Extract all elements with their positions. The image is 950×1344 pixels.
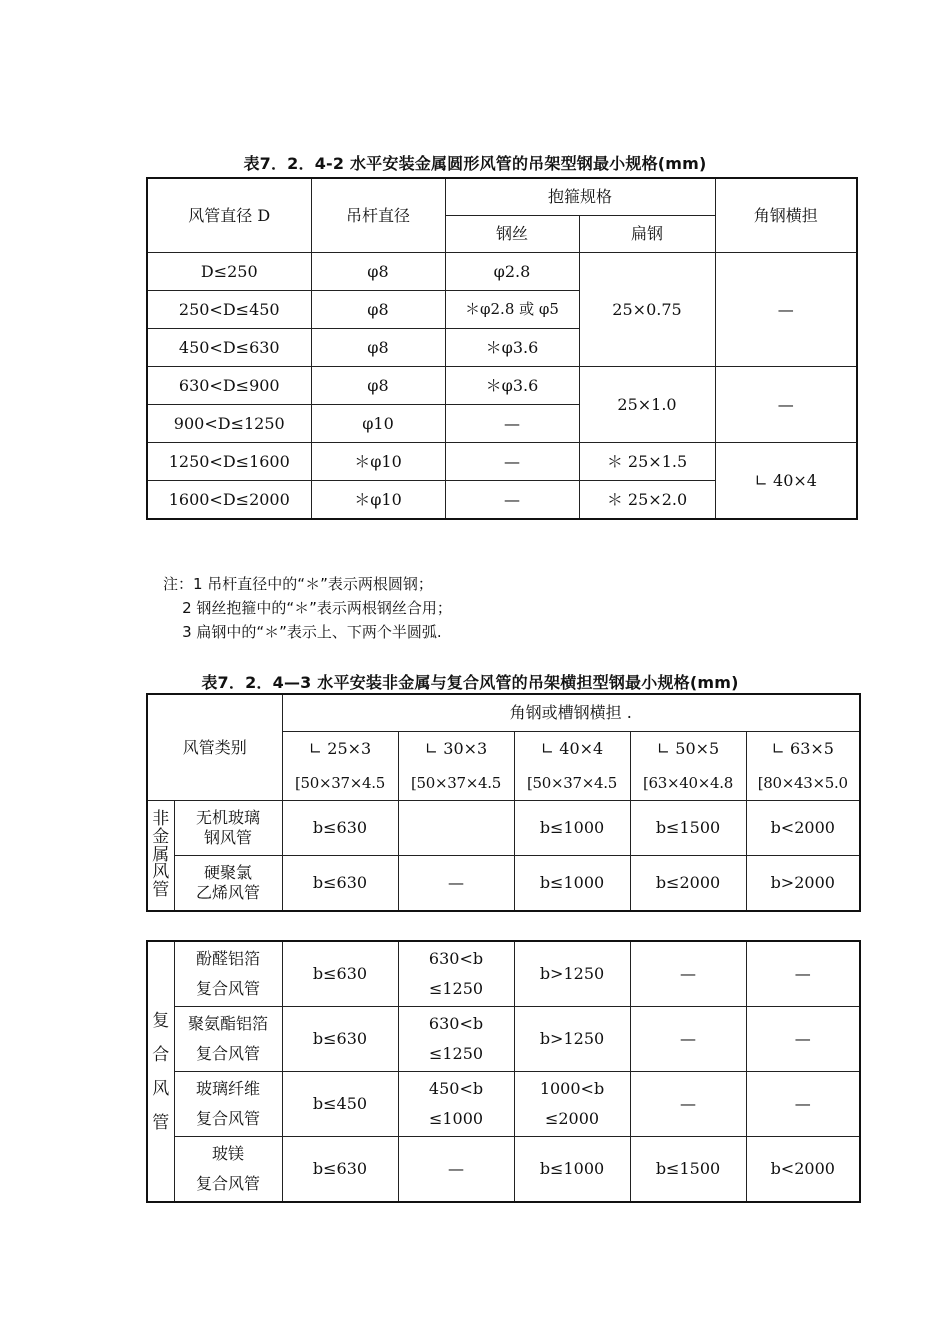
value-cell: — xyxy=(746,1072,860,1137)
value-cell: b≤1000 xyxy=(514,801,630,856)
wire-cell: — xyxy=(445,481,579,520)
value-cell: 630<b ≤1250 xyxy=(398,941,514,1007)
table2-title: 表7．2．4—3 水平安装非金属与复合风管的吊架横担型钢最小规格(mm) xyxy=(201,673,739,692)
header-hoop: 抱箍规格 xyxy=(445,178,715,216)
table-row xyxy=(147,1007,860,1072)
header-wire: 钢丝 xyxy=(445,216,579,253)
angle-cell: ∟ 40×4 xyxy=(715,443,857,520)
group-label-nonmetal: 非 金 属 风 管 xyxy=(147,801,174,912)
table-row xyxy=(147,1072,860,1137)
angle-size: ∟ 25×3 xyxy=(282,732,398,767)
table-row xyxy=(147,856,860,912)
value-cell: b≤630 xyxy=(282,856,398,912)
header-rod: 吊杆直径 xyxy=(311,178,445,253)
angle-size: ∟ 50×5 xyxy=(630,732,746,767)
duct-name: 玻璃纤维 复合风管 xyxy=(174,1072,282,1137)
value-cell: b≤1500 xyxy=(630,1137,746,1203)
angle-cell: — xyxy=(715,253,857,367)
duct-name: 玻镁 复合风管 xyxy=(174,1137,282,1203)
flat-cell: 25×0.75 xyxy=(579,253,715,367)
table-row xyxy=(147,1137,860,1203)
table-row xyxy=(147,253,857,291)
value-cell: b≤630 xyxy=(282,941,398,1007)
value-cell: b>1250 xyxy=(514,941,630,1007)
value-cell: — xyxy=(398,1137,514,1203)
value-cell: b≤2000 xyxy=(630,856,746,912)
diameter-cell: 630<D≤900 xyxy=(147,367,311,405)
wire-cell: ＊φ3.6 xyxy=(445,367,579,405)
header-beam: 角钢或槽钢横担 . xyxy=(282,694,860,732)
flat-cell: ＊ 25×1.5 xyxy=(579,443,715,481)
value-cell: b≤1000 xyxy=(514,1137,630,1203)
notes xyxy=(163,572,452,644)
angle-size: ∟ 40×4 xyxy=(514,732,630,767)
group-label-composite: 复 合 风 管 xyxy=(147,941,174,1202)
table1-title: 表7．2．4-2 水平安装金属圆形风管的吊架型钢最小规格(mm) xyxy=(243,154,707,173)
note-line: 注：1 吊杆直径中的“＊”表示两根圆钢； xyxy=(163,575,433,593)
value-cell: b<2000 xyxy=(746,1137,860,1203)
channel-size: [50×37×4.5 xyxy=(398,766,514,801)
note-line: 3 扁钢中的“＊”表示上、下两个半圆弧. xyxy=(163,623,442,641)
table3 xyxy=(146,940,861,1203)
rod-cell: φ8 xyxy=(311,367,445,405)
value-cell: — xyxy=(746,941,860,1007)
table-row xyxy=(147,367,857,405)
duct-name: 酚醛铝箔 复合风管 xyxy=(174,941,282,1007)
wire-cell: ＊φ2.8 或 φ5 xyxy=(445,291,579,329)
diameter-cell: 1600<D≤2000 xyxy=(147,481,311,520)
value-cell: b>2000 xyxy=(746,856,860,912)
channel-size: [50×37×4.5 xyxy=(282,766,398,801)
table2 xyxy=(146,693,861,912)
note-line: 2 钢丝抱箍中的“＊”表示两根钢丝合用； xyxy=(163,599,452,617)
wire-cell: ＊φ3.6 xyxy=(445,329,579,367)
rod-cell: φ8 xyxy=(311,329,445,367)
value-cell: 450<b ≤1000 xyxy=(398,1072,514,1137)
angle-size: ∟ 30×3 xyxy=(398,732,514,767)
header-diameter: 风管直径 D xyxy=(147,178,311,253)
value-cell: b≤630 xyxy=(282,801,398,856)
value-cell: b≤630 xyxy=(282,1137,398,1203)
value-cell: b<2000 xyxy=(746,801,860,856)
rod-cell: φ8 xyxy=(311,253,445,291)
table-row xyxy=(147,801,860,856)
channel-size: [50×37×4.5 xyxy=(514,766,630,801)
diameter-cell: 1250<D≤1600 xyxy=(147,443,311,481)
flat-cell: 25×1.0 xyxy=(579,367,715,443)
value-cell: — xyxy=(630,1007,746,1072)
table-row xyxy=(147,443,857,481)
value-cell: — xyxy=(746,1007,860,1072)
value-cell: b≤630 xyxy=(282,1007,398,1072)
value-cell: — xyxy=(630,941,746,1007)
diameter-cell: 450<D≤630 xyxy=(147,329,311,367)
rod-cell: φ10 xyxy=(311,405,445,443)
diameter-cell: 250<D≤450 xyxy=(147,291,311,329)
table1 xyxy=(146,177,858,520)
table-row xyxy=(147,941,860,1007)
wire-cell: — xyxy=(445,405,579,443)
duct-name: 无机玻璃 钢风管 xyxy=(174,801,282,856)
value-cell: b≤1000 xyxy=(514,856,630,912)
duct-name: 硬聚氯 乙烯风管 xyxy=(174,856,282,912)
value-cell: b≤1500 xyxy=(630,801,746,856)
wire-cell: — xyxy=(445,443,579,481)
value-cell: — xyxy=(630,1072,746,1137)
channel-size: [63×40×4.8 xyxy=(630,766,746,801)
value-cell: b≤450 xyxy=(282,1072,398,1137)
wire-cell: φ2.8 xyxy=(445,253,579,291)
diameter-cell: D≤250 xyxy=(147,253,311,291)
flat-cell: ＊ 25×2.0 xyxy=(579,481,715,520)
value-cell: 1000<b ≤2000 xyxy=(514,1072,630,1137)
header-angle: 角钢横担 xyxy=(715,178,857,253)
rod-cell: ＊φ10 xyxy=(311,443,445,481)
rod-cell: φ8 xyxy=(311,291,445,329)
angle-size: ∟ 63×5 xyxy=(746,732,860,767)
duct-name: 聚氨酯铝箔 复合风管 xyxy=(174,1007,282,1072)
diameter-cell: 900<D≤1250 xyxy=(147,405,311,443)
rod-cell: ＊φ10 xyxy=(311,481,445,520)
value-cell: 630<b ≤1250 xyxy=(398,1007,514,1072)
header-type: 风管类别 xyxy=(147,694,282,801)
value-cell: b>1250 xyxy=(514,1007,630,1072)
value-cell: — xyxy=(398,856,514,912)
channel-size: [80×43×5.0 xyxy=(746,766,860,801)
value-cell xyxy=(398,801,514,856)
angle-cell: — xyxy=(715,367,857,443)
header-flat: 扁钢 xyxy=(579,216,715,253)
